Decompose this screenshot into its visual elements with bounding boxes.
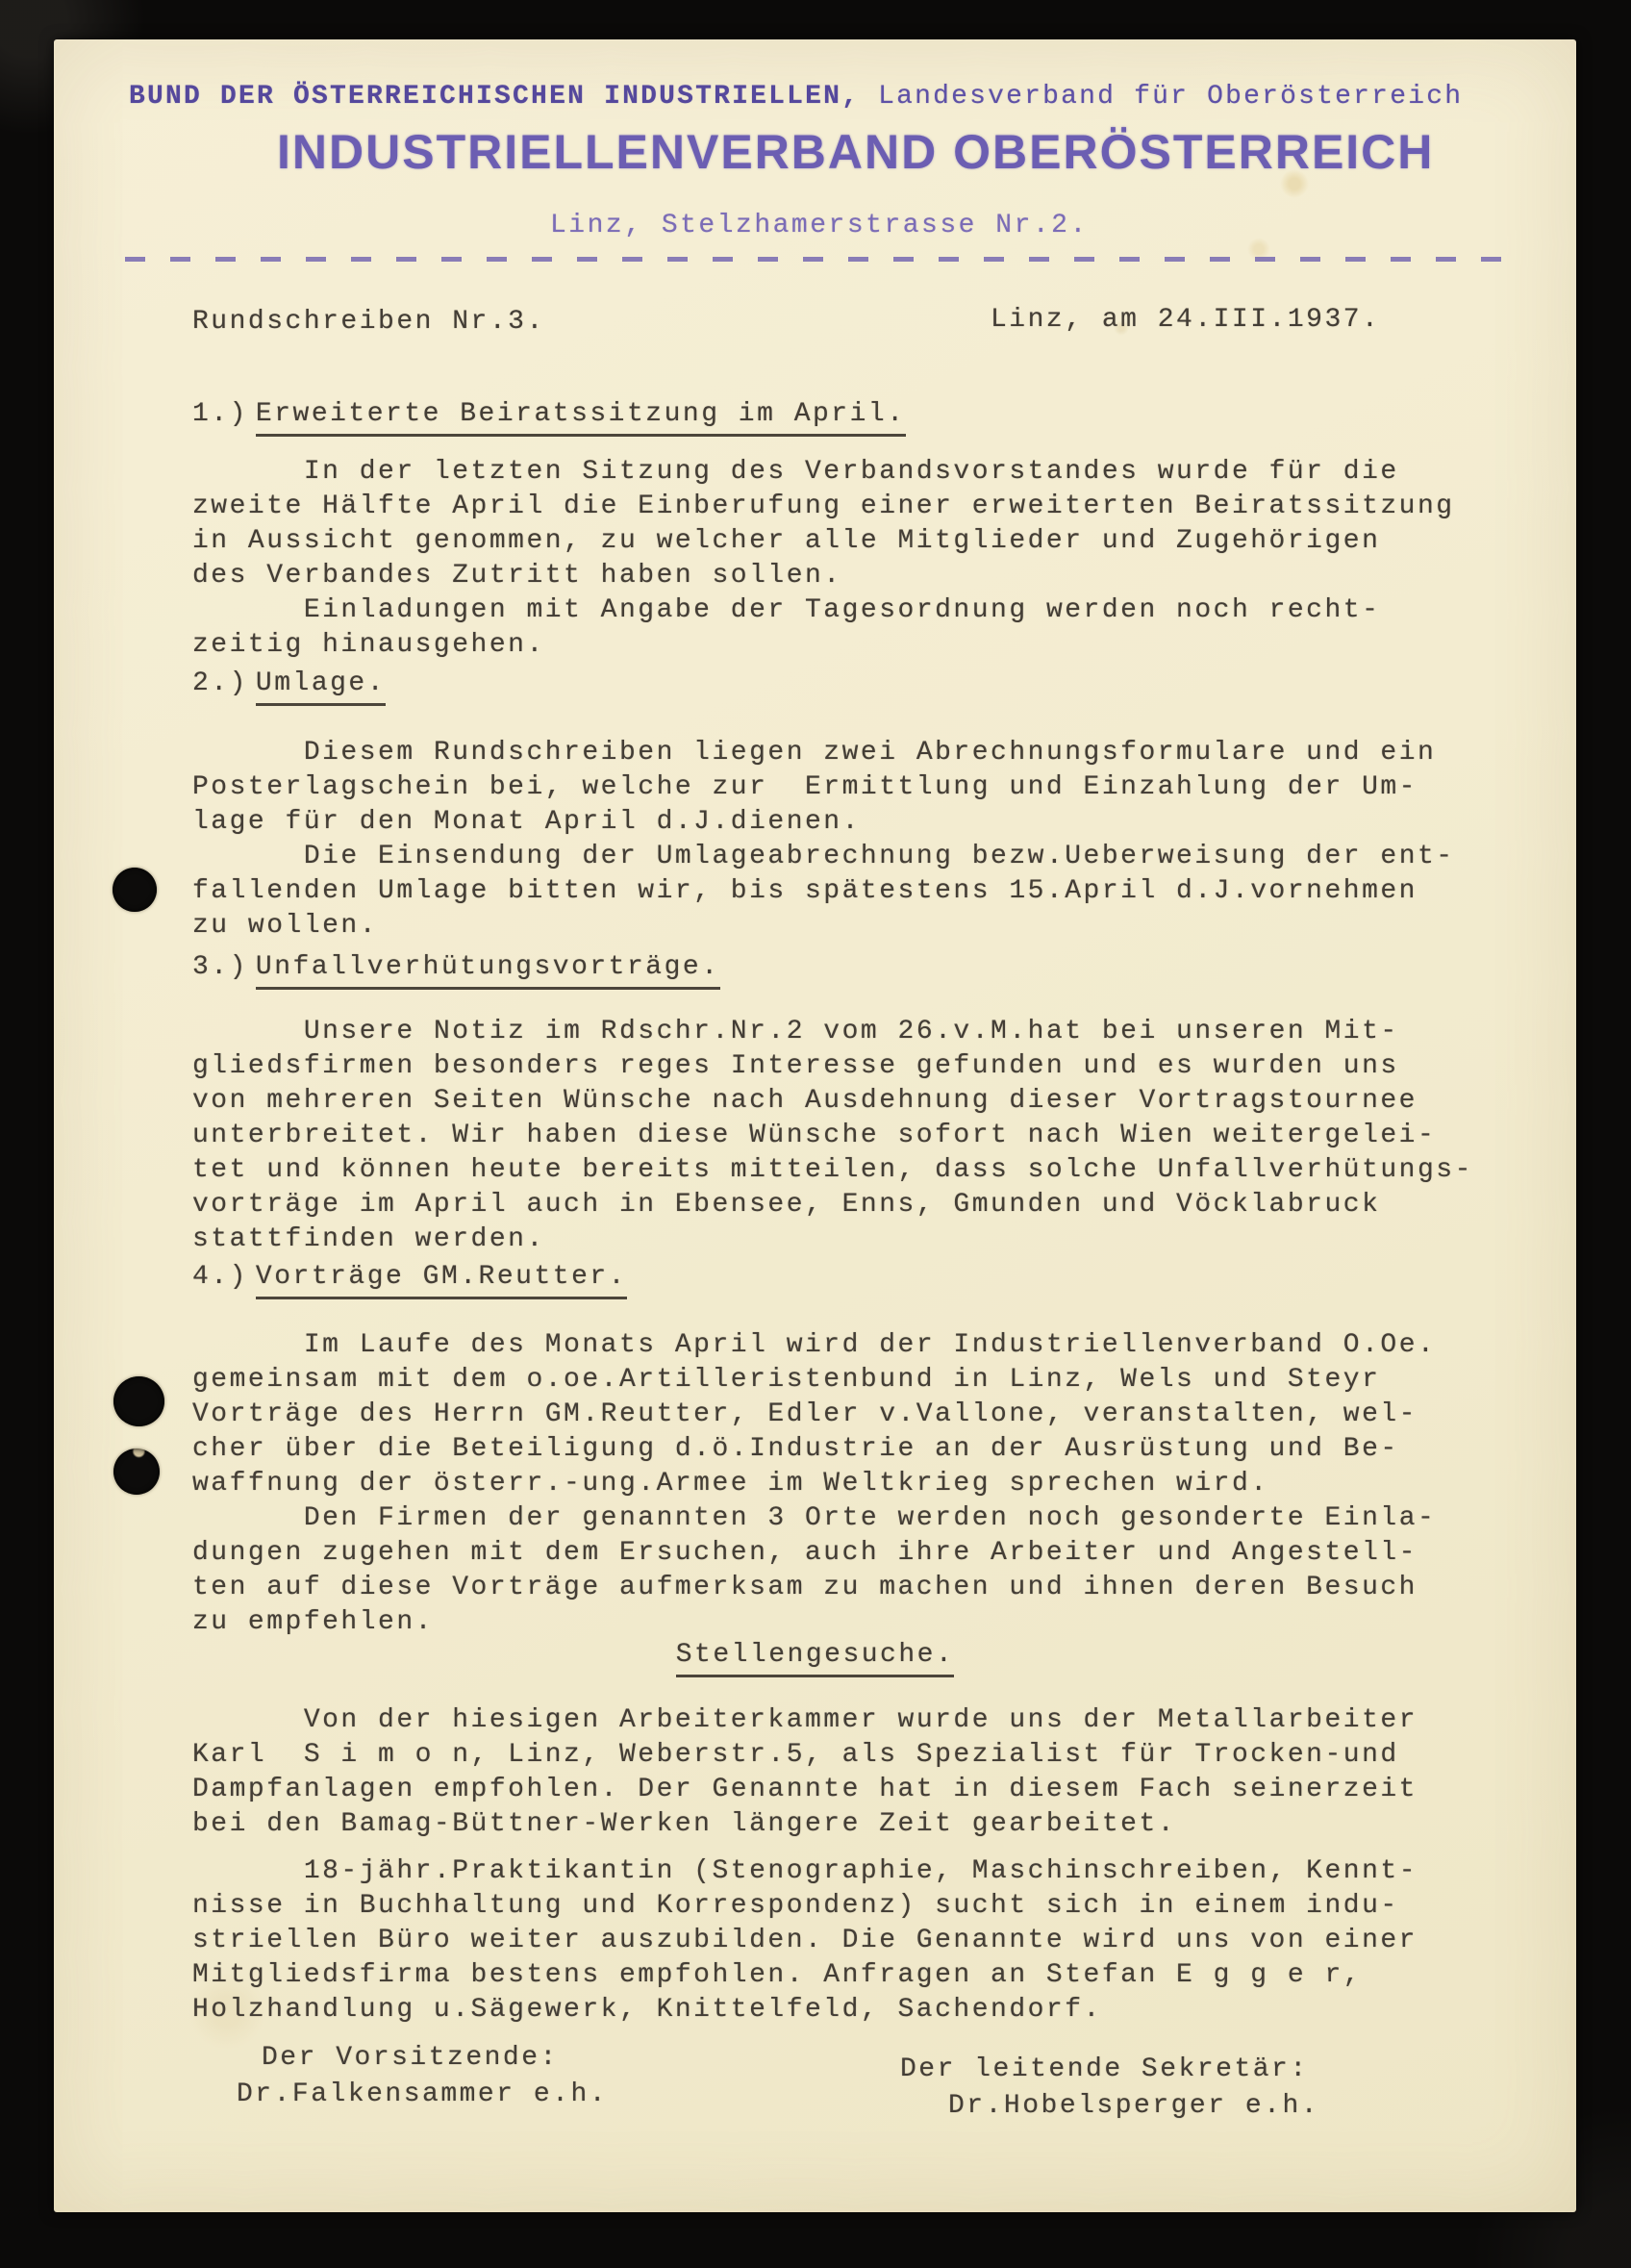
- signature-left: [237, 2040, 608, 2113]
- section-4-body: Im Laufe des Monats April wird der Industriellenverband O.Oe. gemeinsam mit dem o.oe.Artilleristenbund in Linz, Wels und Steyr Vorträge des Herrn GM.Reutter, Edler v.Vallone, veranstalten, wel- cher über die Beteiligung d.ö.Industrie an der Ausrüstung und Be- waffnung der österr.-ung.Armee im Weltkrieg sprechen wird. Den Firmen der genannten 3 Orte werden noch gesonderte Einla- dungen zugehen mit dem Ersuchen, auch ihre Arbeiter und Angestell- ten auf diese Vorträge aufmerksam zu machen und ihnen deren Besuch zu empfehlen.: [192, 1330, 1437, 1637]
- signature-right-name: Dr.Hobelsperger e.h.: [948, 2091, 1320, 2121]
- section-4-heading: [192, 1262, 627, 1299]
- circular-number: Rundschreiben Nr.3.: [192, 307, 545, 337]
- dashed-rule: [125, 257, 1510, 262]
- section-2-number: 2.): [192, 668, 248, 698]
- hole-punch: [113, 868, 157, 912]
- section-3-number: 3.): [192, 952, 248, 982]
- jobs-paragraph-2: 18-jähr.Praktikantin (Stenographie, Maschinschreiben, Kennt- nisse in Buchhaltung und Korrespondenz) sucht sich in einem indu- striellen Büro weiter auszubilden. Die Genannte wird uns von einer Mitgliedsfirma bestens empfohlen. Anfragen an Stefan E g g e r, Holzhandlung u.Sägewerk, Knittelfeld, Sachendorf.: [192, 1856, 1418, 2025]
- hole-punch: [113, 1376, 164, 1426]
- letterhead-org-rest: Landesverband für Oberösterreich: [860, 82, 1464, 112]
- signature-right-role: Der leitende Sekretär:: [900, 2054, 1309, 2084]
- hole-punch: [113, 1449, 160, 1495]
- signature-right: [900, 2052, 1319, 2125]
- section-2-title: Umlage.: [256, 668, 386, 706]
- letterhead-org-line: [129, 80, 1463, 114]
- section-3-heading: [192, 952, 720, 990]
- date-line: Linz, am 24.III.1937.: [991, 305, 1381, 335]
- letterhead-org-bold: BUND DER ÖSTERREICHISCHEN INDUSTRIELLEN,: [129, 82, 861, 112]
- section-2-body: Diesem Rundschreiben liegen zwei Abrechnungsformulare und ein Posterlagschein bei, welche zur Ermittlung und Einzahlung der Um- lage für den Monat April d.J.dienen. Die Einsendung der Umlageabrechnung bezw.Ueberweisung der ent- fallenden Umlage bitten wir, bis spätestens 15.April d.J.vornehmen zu wollen.: [192, 738, 1455, 941]
- signature-left-name: Dr.Falkensammer e.h.: [237, 2079, 609, 2109]
- document-page: [54, 39, 1576, 2212]
- letterhead-address: Linz, Stelzhamerstrasse Nr.2.: [550, 211, 1089, 240]
- section-4-number: 4.): [192, 1262, 248, 1292]
- jobs-heading: [54, 1640, 1576, 1677]
- signature-left-role: Der Vorsitzende:: [262, 2043, 559, 2073]
- section-2-heading: [192, 668, 386, 706]
- letterhead-org-name-stamp: INDUSTRIELLENVERBAND OBERÖSTERREICH: [277, 125, 1435, 179]
- section-1-number: 1.): [192, 399, 248, 429]
- section-4-title: Vorträge GM.Reutter.: [256, 1262, 627, 1299]
- section-1-heading: [192, 399, 906, 437]
- page-content: [54, 39, 1576, 2212]
- jobs-heading-text: Stellengesuche.: [676, 1640, 955, 1677]
- section-1-body: In der letzten Sitzung des Verbandsvorstandes wurde für die zweite Hälfte April die Einberufung einer erweiterten Beiratssitzung in Aussicht genommen, zu welcher alle Mitglieder und Zugehörigen des Verbandes Zutritt haben sollen. Einladungen mit Angabe der Tagesordnung werden noch recht- zeitig hinausgehen.: [192, 457, 1455, 660]
- jobs-paragraph-1: Von der hiesigen Arbeiterkammer wurde uns der Metallarbeiter Karl S i m o n, Linz, Weberstr.5, als Spezialist für Trocken-und Dampfanlagen empfohlen. Der Genannte hat in diesem Fach seinerzeit bei den Bamag-Büttner-Werken längere Zeit gearbeitet.: [192, 1705, 1418, 1839]
- section-3-title: Unfallverhütungsvorträge.: [256, 952, 720, 990]
- section-3-body: Unsere Notiz im Rdschr.Nr.2 vom 26.v.M.hat bei unseren Mit- gliedsfirmen besonders reges Interesse gefunden und es wurden uns von mehreren Seiten Wünsche nach Ausdehnung dieser Vortragstournee unterbreitet. Wir haben diese Wünsche sofort nach Wien weitergelei- tet und können heute bereits mitteilen, dass solche Unfallverhütungs- vorträge im April auch in Ebensee, Enns, Gmunden und Vöcklabruck stattfinden werden.: [192, 1017, 1473, 1254]
- section-1-title: Erweiterte Beiratssitzung im April.: [256, 399, 906, 437]
